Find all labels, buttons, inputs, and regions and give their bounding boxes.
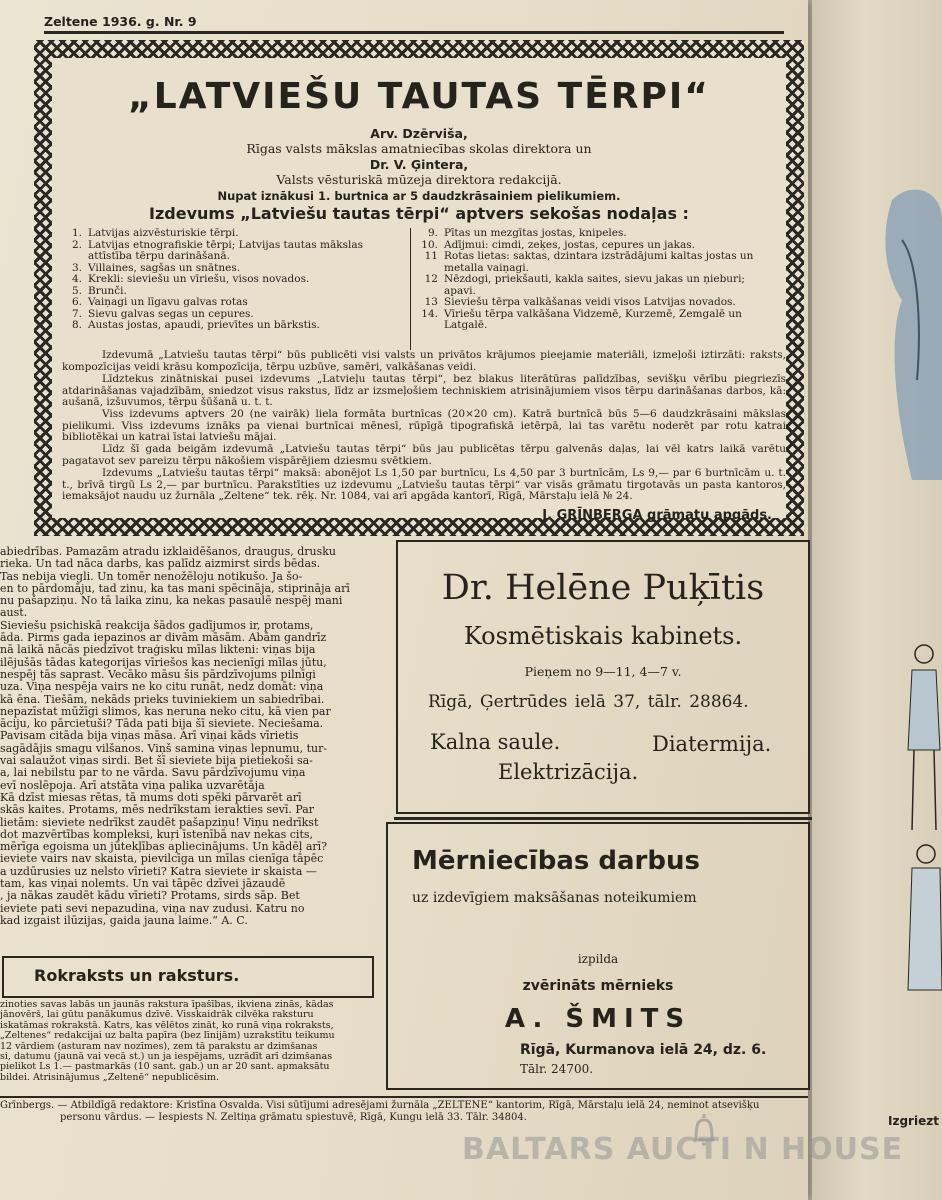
footer-rule <box>0 1096 808 1098</box>
text-line: „Zeltenes“ redakcijai uz balta papīra (bez līnijām) uzrakstītu teikumu <box>0 1031 335 1042</box>
text-line: evī noslēpoja. Arī atstāta viņa palika uzvarētāja <box>0 779 265 792</box>
toc-item-number: 11 <box>424 250 438 262</box>
text-line: , ja nākas zaudēt kādu vīrieti? Protams, sirds sāp. Bet <box>0 890 300 903</box>
text-line: āciju, ko pārcietuši? Tāda pati bija šī sieviete. Neciešama. <box>0 718 324 731</box>
footer-line-1: Grīnbergs. — Atbildīgā redaktore: Kristīna Osvalda. Visi sūtījumi adresējami žurnāla „ZELTENE“ kantorim, Rīgā, Mārstaļu ielā 24, neminot atsevišķu <box>0 1100 760 1111</box>
text-line: a, lai nebilstu par to ne vārda. Savu pārdzīvojumu viņa <box>0 767 306 780</box>
footer-line-2: personu vārdus. — Iespiests N. Zeltiņa grāmatu spiestuvē, Rīgā, Kungu ielā 33. Tālr. 34804. <box>60 1112 527 1123</box>
toc-item-text: Latvijas etnografiskie tērpi; Latvijas tautas mākslas attīstība tērpu darināšanā. <box>88 238 363 262</box>
doctor-hours: Pieņem no 9—11, 4—7 v. <box>524 664 682 679</box>
toc-item <box>60 274 404 286</box>
para-2: Līdztekus zinātniskai pusei izdevums „Latvieļu tautas tērpi“, bez blakus literātūras palīdzības, sevišķu vērību piegriezīs atdarināšanas vajadzībām, sniedzot visus rakstus, līdz ar izsmeļošiem techniskiem atrisinājumiem visos tērpu darināšanas darbos, kā: aušanā, izšuvumos, tērpu šūšanā u. t. t. <box>62 373 786 409</box>
doctor-service-3: Elektrizācija. <box>498 760 639 784</box>
para-4: Līdz šī gada beigām izdevumā „Latviešu tautas tērpi“ būs jau publicētas tērpu galvenās daļas, lai vēl katrs laikā varētu pagatavot sev pareizu tērpu nākošiem vispārējiem dziesmu svētkiem. <box>62 443 786 467</box>
doctor-ad-rule <box>394 817 812 820</box>
toc-item-text: Villaines, sagšas un snātnes. <box>88 261 241 274</box>
doctor-service-2: Diatermija. <box>652 732 772 756</box>
toc-item <box>60 320 404 332</box>
para-5: Izdevums „Latviešu tautas tērpi“ maksā: abonējot Ls 1,50 par burtnīcu, Ls 4,50 par 3 burtnīcām, Ls 9,— par 6 burtnīcām u. t. t., brīvā tirgū Ls 2,— par burtnīcu. Parakstīties uz izdevumu „Latviešu tautas tērpi“ var visās grāmatu tirgotavās un pasta kantoros, iemaksājot naudu uz žurnāla „Zeltene“ tek. rēķ. Nr. 1084, vai arī apgāda kantorī, Rīgā, Mārstaļu ielā № 24. <box>62 467 786 503</box>
text-line: sagādājis smagu vilšanos. Viņš samina viņas lepnumu, tur- <box>0 742 328 755</box>
text-line: nepazīstat mūžīgi slimos, kas neruna neko citu, kā vien par <box>0 705 331 718</box>
ornate-border-ad <box>34 40 804 536</box>
fashion-figure-1-illustration <box>904 640 942 840</box>
toc-item-text: Adījmui: cimdi, zeķes, jostas, cepures un jakas. <box>444 238 695 251</box>
author2-role: Valsts vēsturiskā mūzeja direktora redakcijā. <box>276 172 562 187</box>
toc-divider <box>410 228 411 350</box>
toc-item-text: Sieviešu tērpa valkāšanas veidi visos Latvijas novados. <box>444 296 736 308</box>
page-header: Zeltene 1936. g. Nr. 9 <box>44 14 197 29</box>
toc-item <box>416 297 768 309</box>
surveyor-role: zvērināts mērnieks <box>522 978 674 994</box>
text-line: nā laikā nācās piedzīvot traģisku mīlas likteni: viņas bija <box>0 644 316 657</box>
text-line: ieviete vairs nav skaista, pievilcīga un mīlas cienīga tāpēc <box>0 853 324 866</box>
toc-item-text: Rotas lietas: saktas, dzintara izstrādājumi kaltas jostas un metalla vaiņagi. <box>444 250 754 274</box>
toc-item-text: Sievu galvas segas un cepures. <box>88 307 254 320</box>
handwriting-text <box>0 1000 372 1083</box>
toc-item-text: Austas jostas, apaudi, prievītes un bārkstis. <box>88 319 320 331</box>
text-line: uza. Viņa nespēja vairs ne ko citu runāt, nedz domāt: viņa <box>0 681 324 694</box>
toc-item-number: 6. <box>71 296 82 308</box>
doctor-subtitle: Kosmētiskais kabinets. <box>463 622 743 650</box>
text-line: kad izgaist ilūzijas, gaida jauna laime.“ A. C. <box>0 914 248 927</box>
handwriting-title: Rokraksts un raksturs. <box>34 966 240 985</box>
text-line: ilējušās tādas kategorijas vīriešos kas necienīgi mīlas jūtu, <box>0 656 327 669</box>
doctor-name: Dr. Helēne Puķītis <box>441 568 765 608</box>
article-column <box>0 546 372 927</box>
toc-item-number: 5. <box>71 284 82 297</box>
author1-role: Rīgas valsts mākslas amatniecības skolas direktora un <box>246 141 592 156</box>
fur-coat-figure-illustration <box>882 180 942 480</box>
notice: Nupat iznākusi 1. burtnica ar 5 daudzkrāsainiem pielikumiem. <box>217 189 621 203</box>
text-line: Sieviešu psichiskā reakcija šādos gadījumos ir, protams, <box>0 619 314 632</box>
chapters-subtitle: Izdevums „Latviešu tautas tērpi“ aptvers sekošas nodaļas : <box>149 204 689 223</box>
surveyor-phone: Tālr. 24700. <box>520 1062 594 1076</box>
text-line: nu pašapziņu. No tā laika zinu, ka nekas pasaulē nespēj mani <box>0 595 343 608</box>
toc-item <box>60 228 404 240</box>
para-3: Viss izdevums aptvers 20 (ne vairāk) liela formāta burtnīcas (20×20 cm). Katrā burtnīcā būs 5—6 daudzkrāsaini mākslas pielikumi. Viss izdevums iznāks pa vienai burtnīcai mēnesī, rūpīgā tipografiskā ietērpā, lai tas varētu noderēt par rotu katrai bibliotēkai un katrai īstai latviešu mājai. <box>62 408 786 444</box>
text-line: mērīga egoisma un jūtekļības apliecinājums. Un kādēļ arī? <box>0 841 328 854</box>
text-line: zinoties savas labās un jaunās rakstura īpašības, ikviena zinās, kādas <box>0 1000 334 1010</box>
toc-item-number: 8. <box>71 319 82 331</box>
surveyor-performs: izpilda <box>577 952 619 966</box>
toc-item-number: 13 <box>424 296 438 308</box>
toc-item-text: Vīriešu tērpa valkāšana Vidzemē, Kurzemē, Zemgalē un Latgalē. <box>444 307 742 331</box>
toc-item-number: 4. <box>71 273 82 285</box>
surveyor-address: Rīgā, Kurmanova ielā 24, dz. 6. <box>520 1042 767 1058</box>
surveyor-ad <box>386 822 810 1090</box>
text-line: abiedrības. Pamazām atradu izklaidēšanos, draugus, drusku <box>0 546 336 558</box>
para-1: Izdevumā „Latviešu tautas tērpi“ būs publicēti visi valsts un privātos krājumos pieejamie materiāli, izmeļoši iztirzāti: raksts, kompozīcijas veidi krāsu kompozīcija, tērpu uzbūve, samēri, valkāšanas veidi. <box>62 349 786 373</box>
bell-icon <box>690 1110 718 1150</box>
ad-title: „LATVIEŠU TAUTAS TĒRPI“ <box>128 76 710 117</box>
text-line: Kā dzīst miesas rētas, tā mums doti spēki pārvarēt arī <box>0 791 302 804</box>
toc-item-number: 12 <box>424 273 438 285</box>
toc-item <box>60 240 404 263</box>
toc-item-number: 10. <box>421 238 438 251</box>
toc-item-text: Nēzdogi, priekšauti, kakla saites, sievu jakas un ņieburi; apavi. <box>444 273 745 297</box>
toc-item <box>416 228 768 240</box>
doctor-ad <box>396 540 810 814</box>
text-line: skās kaites. Protams, mēs nedrīkstam ierakties sevī. Par <box>0 804 315 817</box>
text-line: si, datumu (jaunā vai vecā st.) un ja iespējams, uzrādīt arī dzimšanas <box>0 1052 333 1063</box>
surveyor-subtitle: uz izdevīgiem maksāšanas noteikumiem <box>412 890 697 906</box>
toc-item-text: Pītas un mezgītas jostas, knipeles. <box>444 227 627 239</box>
toc-item <box>416 274 768 297</box>
toc-item <box>60 297 404 309</box>
text-line: dot mazvērtības kompleksi, kuŗi īstenībā nav nekas cits, <box>0 828 314 841</box>
toc-item-text: Vaiņagi un līgavu galvas rotas <box>88 296 248 308</box>
text-line: vai salaužot viņas sirdi. Bet šī sieviete bija pietiekoši sa- <box>0 755 313 768</box>
text-line: rieka. Un tad nāca darbs, kas palīdz aizmirst sirds bēdas. <box>0 558 321 571</box>
text-line: pielikot Ls 1.— pastmarkās (10 sant. gab.) un ar 20 sant. apmaksātu <box>0 1062 330 1073</box>
toc-item-number: 1. <box>71 227 82 239</box>
text-line: bildei. Atrisinājumus „Zeltenē“ nepublicēsim. <box>0 1072 220 1083</box>
toc-left <box>60 228 404 332</box>
text-line: āda. Pirms gada iepazinos ar divām māsām. Abām gandrīz <box>0 632 327 645</box>
handwriting-box <box>2 956 374 998</box>
toc-item <box>416 309 768 332</box>
text-line: tam, kas viņai nolemts. Un vai tāpēc dzīvei jāzaudē <box>0 878 286 891</box>
text-line: kā ēna. Tiešām, nekāds prieks tuviniekiem un sabiedrībai. <box>0 693 325 706</box>
author2: Dr. V. Ģintera, <box>369 157 469 172</box>
surveyor-name: A. ŠMITS <box>504 1004 692 1034</box>
toc-right <box>416 228 768 332</box>
text-line: Tas nebija viegli. Un tomēr nenožēloju notikušo. Ja šo- <box>0 570 303 583</box>
auction-watermark: BALTARS AUCTI N HOUSE <box>462 1132 904 1167</box>
toc-item-number: 2. <box>71 238 82 251</box>
publisher-signature: J. GRĪNBERGA grāmatu apgāds. <box>542 508 772 523</box>
author1: Arv. Dzērviša, <box>370 126 468 141</box>
doctor-service-1: Kalna saule. <box>430 730 561 754</box>
text-line: en to pārdomāju, tad zinu, ka tas mani spēcināja, stiprināja arī <box>0 582 350 595</box>
text-line: jānovērš, lai gūtu panākumus dzīvē. Visskaidrāk cilvēka raksturu <box>0 1010 314 1021</box>
toc-item-text: Latvijas aizvēsturiskie tērpi. <box>88 227 239 239</box>
text-line: iskatāmas rokrakstā. Katrs, kas vēlētos zināt, ko runā viņa rokraksts, <box>0 1020 334 1031</box>
surveyor-title: Mērniecības darbus <box>412 846 700 876</box>
text-line: nespēj tās saprast. Vecāko māsu šis pārdzīvojums pilnīgi <box>0 668 316 681</box>
doctor-address: Rīgā, Ģertrūdes ielā 37, tālr. 28864. <box>428 692 749 712</box>
text-line: 12 vārdiem (asturam nav nozīmes), zem tā parakstu ar dzimšanas <box>0 1041 318 1052</box>
toc-item-text: Brunči. <box>88 284 127 297</box>
text-line: Pavisam citāda bija viņas māsa. Arī viņai kāds vīrietis <box>0 730 299 743</box>
text-line: a uzdūrusies uz nelsto vīrieti? Katra sieviete ir skaista — <box>0 865 317 878</box>
cut-out-label: Izgriezt <box>888 1114 939 1128</box>
ad-content <box>52 58 786 523</box>
toc-item-number: 7. <box>71 307 82 320</box>
header-rule <box>44 31 784 34</box>
text-line: aust. <box>0 607 28 620</box>
toc-item-number: 9. <box>427 227 438 239</box>
toc-item-number: 3. <box>71 261 82 274</box>
toc-item <box>416 251 768 274</box>
toc-item-number: 14. <box>421 307 438 320</box>
fashion-figure-2-illustration <box>904 840 942 1020</box>
footer <box>0 1100 808 1124</box>
adjacent-page <box>812 0 942 1200</box>
toc-item-text: Krekli: sieviešu un vīriešu, visos novados. <box>88 273 310 285</box>
text-line: ieviete pati sevi nepazudina, viņa nav zudusi. Katru no <box>0 902 305 915</box>
text-line: lietām: sieviete nedrīkst zaudēt pašapziņu! Viņu nedrīkst <box>0 816 319 829</box>
